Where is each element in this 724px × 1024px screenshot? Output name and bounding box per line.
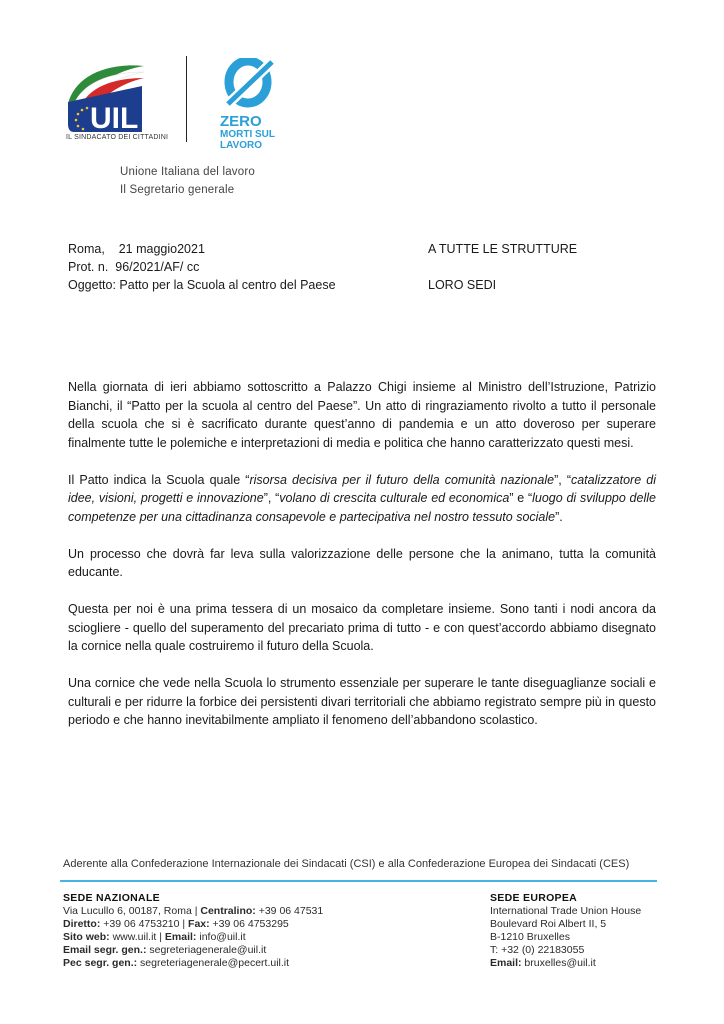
paragraph-2-text: ”, “ bbox=[263, 491, 280, 505]
email-label: Email: bbox=[164, 931, 197, 943]
paragraph-2-quote: luogo di sviluppo delle competenze per una cittadinanza consapevole e partecipativa nel nostro tessuto sociale bbox=[68, 491, 656, 524]
europea-email-line bbox=[490, 957, 641, 970]
pec-email-link[interactable]: segreteriagenerale@pecert.uil.it bbox=[137, 957, 290, 969]
zero-morti-logo bbox=[220, 58, 284, 151]
pec-email-label: Pec segr. gen.: bbox=[63, 957, 138, 969]
letter-meta bbox=[68, 240, 336, 294]
sede-europea-heading: SEDE EUROPEA bbox=[490, 892, 578, 904]
europea-email-link[interactable]: bruxelles@uil.it bbox=[521, 957, 596, 969]
uil-logo-text: UIL bbox=[90, 102, 139, 135]
recipient: A TUTTE LE STRUTTURE bbox=[428, 242, 578, 256]
diretto-number: +39 06 4753210 | bbox=[100, 918, 189, 930]
footer-affiliation: Aderente alla Confederazione Internazionale dei Sindacati (CSI) e alla Confederazione Europea dei Sindacati (CES) bbox=[63, 858, 630, 870]
email-link[interactable]: info@uil.it bbox=[196, 931, 246, 943]
nazionale-web-line bbox=[63, 931, 323, 944]
uil-tagline: IL SINDACATO DEI CITTADINI bbox=[66, 134, 169, 141]
paragraph-2-text: ”. bbox=[555, 509, 563, 524]
europea-line-4: T: +32 (0) 22183055 bbox=[490, 944, 585, 956]
paragraph-2-text: ”, “ bbox=[554, 472, 571, 487]
sede-europea bbox=[490, 892, 641, 970]
paragraph-5: Una cornice che vede nella Scuola lo strumento essenziale per superare le tante diseguaglianze sociali e culturali e per ridurre la forbice dei persistenti divari territoriali che abbiamo registrato sempre più in questo periodo e che hanno inevitabilmente ampliato il fenomeno dell’abbandono scolastico. bbox=[68, 676, 656, 727]
uil-logo bbox=[60, 56, 180, 146]
logo-divider bbox=[186, 56, 187, 142]
nazionale-pec-line bbox=[63, 957, 323, 970]
signature-org: Unione Italiana del lavoro bbox=[120, 166, 255, 178]
paragraph-2 bbox=[68, 471, 656, 527]
city-date: Roma, 21 maggio2021 bbox=[68, 242, 205, 256]
web-link[interactable]: www.uil.it | bbox=[109, 931, 165, 943]
signature-role: Il Segretario generale bbox=[120, 184, 235, 196]
fax-number: +39 06 4753295 bbox=[209, 918, 289, 930]
zero-logo-line-1: ZERO bbox=[220, 113, 262, 130]
sede-nazionale-heading: SEDE NAZIONALE bbox=[63, 892, 160, 904]
protocol-number: Prot. n. 96/2021/AF/ cc bbox=[68, 260, 200, 274]
paragraph-2-text: ” e “ bbox=[509, 491, 533, 505]
centralino-number: +39 06 47531 bbox=[255, 905, 324, 917]
footer-rule bbox=[60, 880, 657, 882]
recipient-location: LORO SEDI bbox=[428, 278, 497, 292]
paragraph-2-quote: risorsa decisiva per il futuro della comunità nazionale bbox=[249, 472, 555, 487]
fax-label: Fax: bbox=[188, 918, 210, 930]
nazionale-segr-line bbox=[63, 944, 323, 957]
letter-body bbox=[68, 378, 656, 748]
paragraph-4: Questa per noi è una prima tessera di un mosaico da completare insieme. Sono tanti i nodi ancora da sciogliere - quello del superamento del precariato prima di tutto - e con quest’accordo abbiamo disegnato la cornice nella quale costruiremo il futuro della Scuola. bbox=[68, 602, 656, 653]
europea-email-label: Email: bbox=[490, 957, 522, 969]
europea-line-3: B-1210 Bruxelles bbox=[490, 931, 570, 943]
paragraph-2-quote: volano di crescita culturale ed economica bbox=[279, 491, 510, 505]
paragraph-2-quote: catalizzatore di idee, visioni, progetti e innovazione bbox=[68, 472, 656, 505]
nazionale-phone-line bbox=[63, 918, 323, 931]
sede-nazionale bbox=[63, 892, 323, 970]
centralino-label: Centralino: bbox=[200, 905, 256, 917]
segr-email-link[interactable]: segreteriagenerale@uil.it bbox=[146, 944, 267, 956]
paragraph-2-text: Il Patto indica la Scuola quale “ bbox=[68, 472, 250, 487]
subject-line: Oggetto: Patto per la Scuola al centro del Paese bbox=[68, 278, 336, 292]
paragraph-3: Un processo che dovrà far leva sulla valorizzazione delle persone che la animano, tutta la comunità educante. bbox=[68, 546, 656, 579]
europea-line-1: International Trade Union House bbox=[490, 905, 642, 917]
europea-line-2: Boulevard Roi Albert II, 5 bbox=[490, 918, 607, 930]
paragraph-1: Nella giornata di ieri abbiamo sottoscritto a Palazzo Chigi insieme al Ministro dell’Istruzione, Patrizio Bianchi, il “Patto per la scuola al centro del Paese”. Un atto di ringraziamento rivolto a tutto il personale della scuola che si è sacrificato durante quest’anno di pandemia e un atto doveroso per superare finalmente tutte le polemiche e interpretazioni di media e politica che hanno caratterizzato questi mesi. bbox=[68, 380, 656, 450]
web-label: Sito web: bbox=[63, 931, 110, 943]
address-text: Via Lucullo 6, 00187, Roma | bbox=[63, 905, 201, 917]
nazionale-address-line bbox=[63, 905, 323, 918]
diretto-label: Diretto: bbox=[63, 918, 101, 930]
segr-email-label: Email segr. gen.: bbox=[63, 944, 147, 956]
zero-logo-line-2: MORTI SUL bbox=[220, 129, 275, 140]
zero-logo-line-3: LAVORO bbox=[220, 140, 263, 151]
